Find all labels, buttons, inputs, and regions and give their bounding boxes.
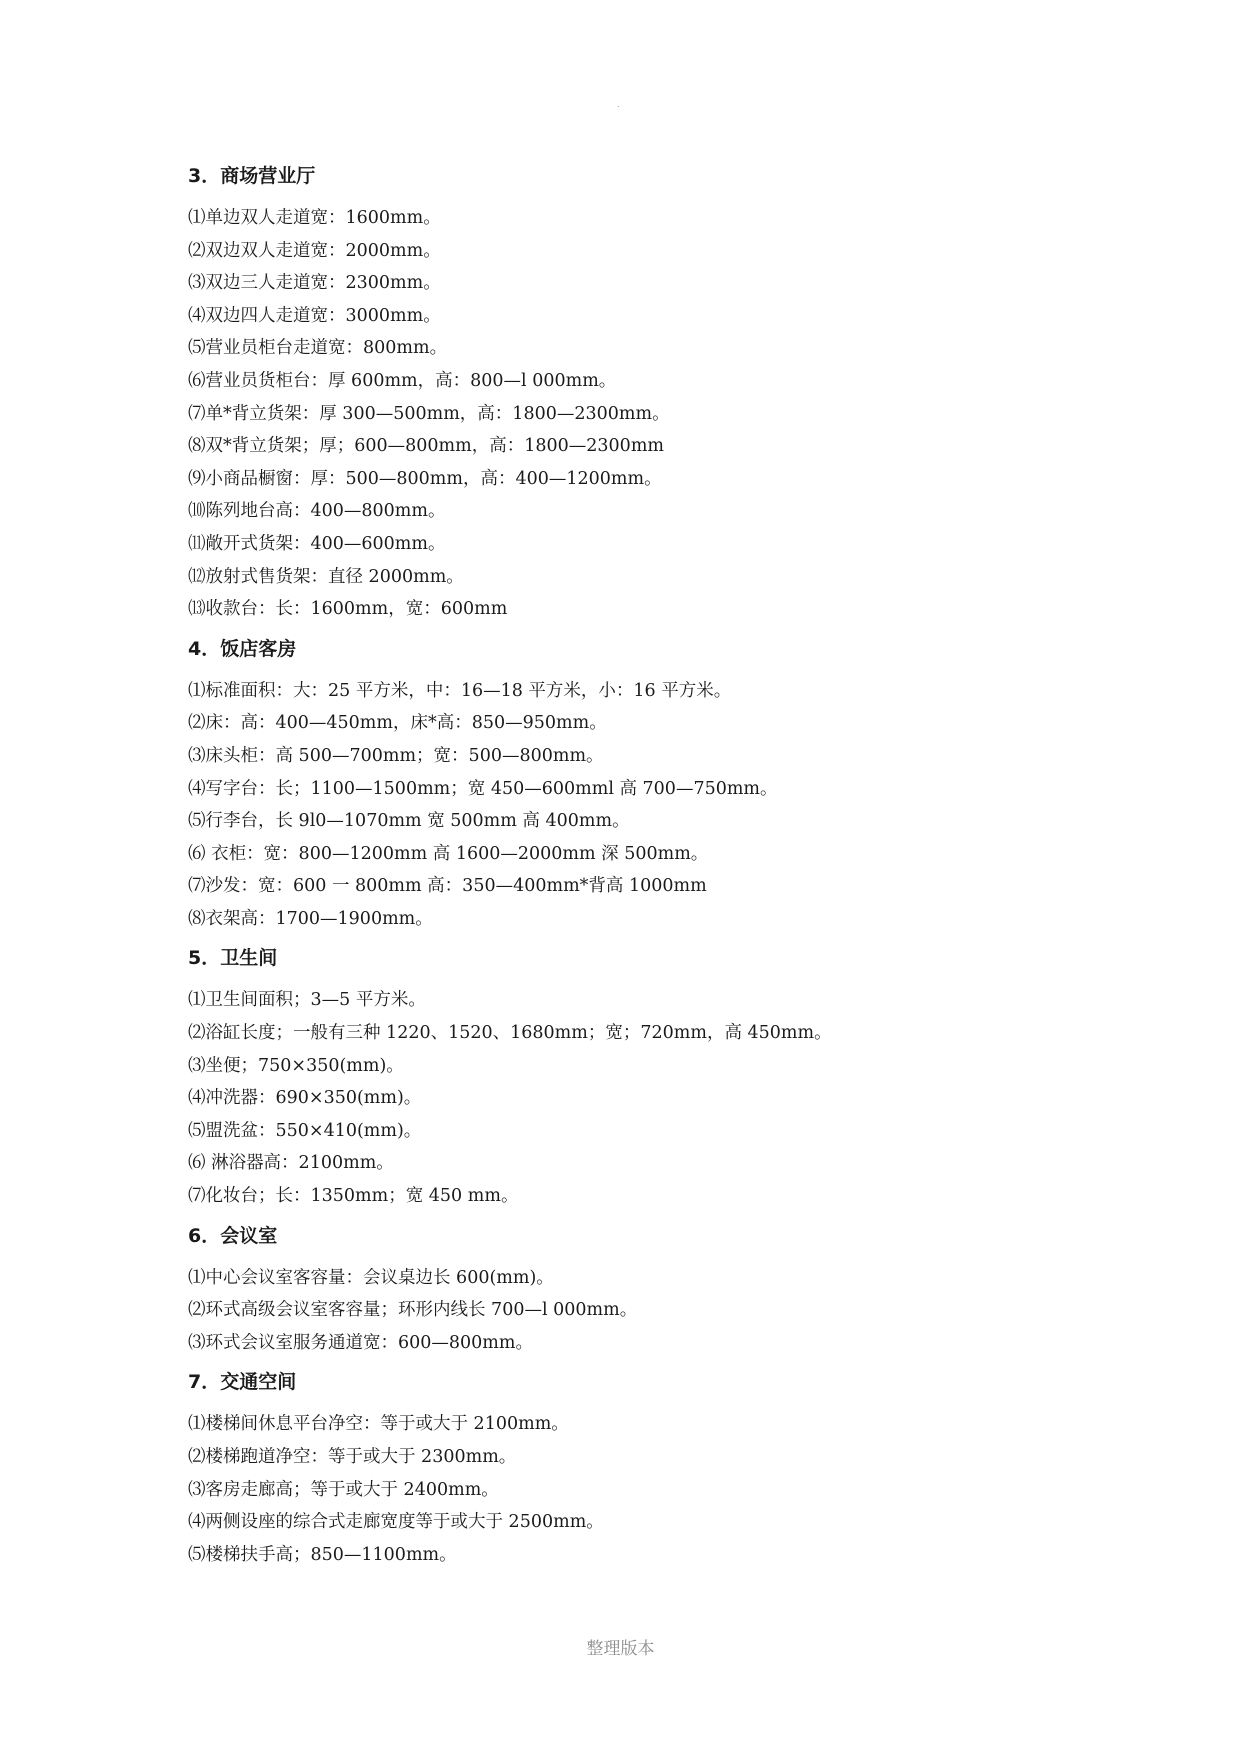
- list-item: ⑻衣架高：1700—1900mm。: [188, 908, 433, 929]
- list-item: ⑵浴缸长度；一般有三种 1220、1520、1680mm；宽；720mm，高 450mm。: [188, 1023, 832, 1044]
- list-item: ⑸行李台，长 9l0—1070mm 宽 500mm 高 400mm。: [188, 811, 630, 832]
- section: [188, 637, 1088, 936]
- list-item: ⑵楼梯跑道净空：等于或大于 2300mm。: [188, 1447, 517, 1467]
- section: [188, 946, 1088, 1212]
- list-item: ⑽陈列地台高：400—800mm。: [188, 501, 446, 522]
- section: [188, 164, 1088, 626]
- section: [188, 1370, 1088, 1571]
- section-title: 5．卫生间: [188, 947, 278, 970]
- list-item: ⑻双*背立货架；厚；600—800mm，高：1800—2300mm: [188, 436, 665, 457]
- list-item: ⑷双边四人走道宽：3000mm。: [188, 305, 441, 326]
- list-item: ⑹ 衣柜：宽：800—1200mm 高 1600—2000mm 深 500mm。: [188, 843, 709, 864]
- list-item: ⑷冲洗器：690×350(mm)。: [188, 1088, 422, 1109]
- section: [188, 1224, 1088, 1360]
- list-item: ⑶床头柜：高 500—700mm；宽：500—800mm。: [188, 745, 604, 766]
- document-body: [188, 164, 1088, 1571]
- list-item: ⑸楼梯扶手高；850—1100mm。: [188, 1544, 457, 1565]
- list-item: ⑵床：高：400—450mm，床*高：850—950mm。: [188, 713, 607, 734]
- list-item: ⒀收款台：长：1600mm，宽：600mm: [188, 599, 508, 620]
- list-item: ⑸营业员柜台走道宽：800mm。: [188, 338, 448, 359]
- list-item: ⑺单*背立货架：厚 300—500mm，高：1800—2300mm。: [188, 403, 670, 424]
- list-item: ⑷写字台：长；1100—1500mm；宽 450—600mml 高 700—750mm。: [188, 778, 778, 799]
- list-item: ⑴中心会议室客容量：会议桌边长 600(mm)。: [188, 1267, 554, 1288]
- section-title: 6．会议室: [188, 1224, 278, 1247]
- list-item: ⑼小商品橱窗：厚：500—800mm，高：400—1200mm。: [188, 468, 662, 489]
- list-item: ⑾敞开式货架：400—600mm。: [188, 533, 446, 554]
- list-item: ⑴卫生间面积；3—5 平方米。: [188, 990, 426, 1011]
- list-item: ⑶环式会议室服务通道宽：600—800mm。: [188, 1332, 533, 1353]
- page-footer: 整理版本: [586, 1639, 655, 1659]
- list-item: ⑷两侧设座的综合式走廊宽度等于或大于 2500mm。: [188, 1512, 604, 1533]
- list-item: ⑵双边双人走道宽：2000mm。: [188, 240, 441, 261]
- section-title: 3．商场营业厅: [188, 165, 316, 187]
- list-item: ⑶坐便；750×350(mm)。: [188, 1055, 404, 1076]
- list-item: ⑴单边双人走道宽：1600mm。: [188, 208, 441, 228]
- section-title: 7．交通空间: [188, 1371, 297, 1394]
- list-item: ⑹ 淋浴器高：2100mm。: [188, 1153, 394, 1174]
- list-item: ⑴楼梯间休息平台净空：等于或大于 2100mm。: [188, 1414, 569, 1435]
- list-item: ⑹营业员货柜台：厚 600mm，高：800—l 000mm。: [188, 370, 617, 391]
- list-item: ⑴标准面积：大：25 平方米，中：16—18 平方米，小：16 平方米。: [188, 680, 732, 701]
- section-title: 4．饭店客房: [188, 637, 297, 660]
- list-item: ⑸盟洗盆：550×410(mm)。: [188, 1120, 422, 1141]
- list-item: ⑵环式高级会议室客容量；环形内线长 700—l 000mm。: [188, 1300, 638, 1321]
- header-mark: .: [617, 100, 620, 109]
- list-item: ⑶双边三人走道宽：2300mm。: [188, 273, 441, 294]
- list-item: ⑺化妆台；长：1350mm；宽 450 mm。: [188, 1186, 519, 1207]
- list-item: ⑿放射式售货架：直径 2000mm。: [188, 566, 464, 587]
- list-item: ⑶客房走廊高；等于或大于 2400mm。: [188, 1479, 499, 1500]
- list-item: ⑺沙发：宽：600 一 800mm 高：350—400mm*背高 1000mm: [188, 876, 707, 897]
